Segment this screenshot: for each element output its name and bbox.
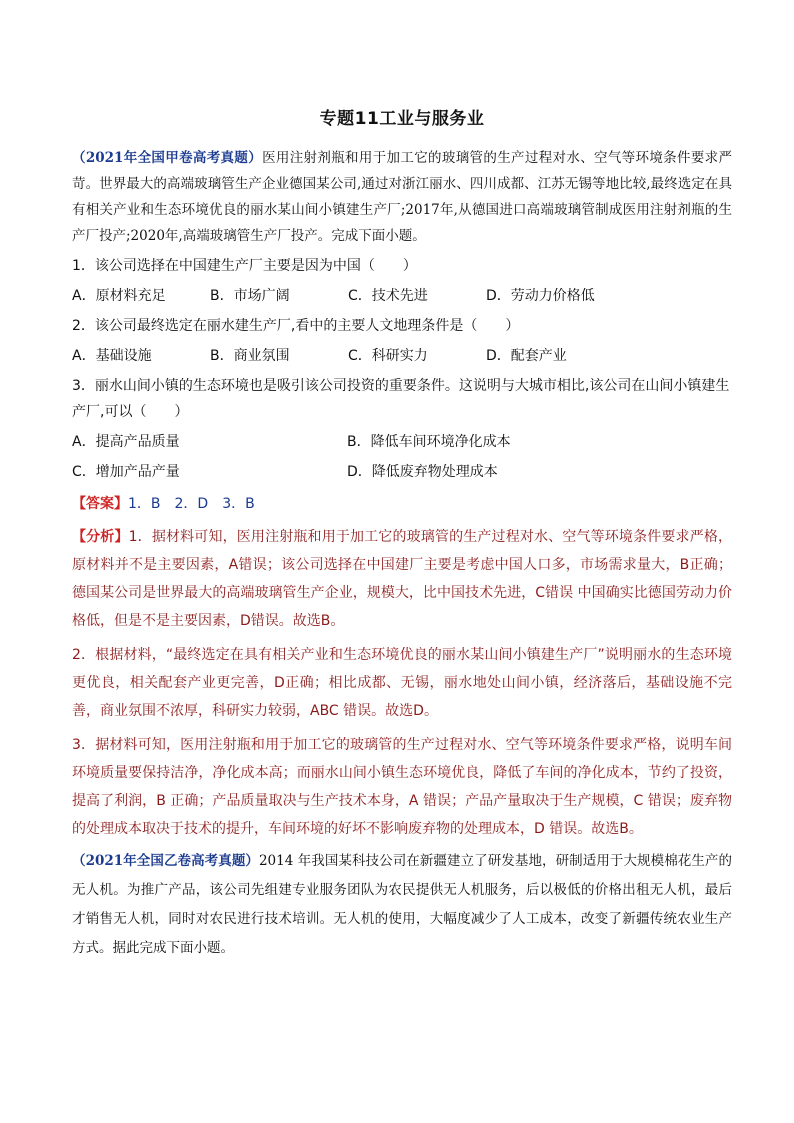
option-d: D．配套产业	[486, 348, 567, 364]
answer-line	[72, 491, 732, 517]
option-c: C．科研实力	[348, 348, 428, 364]
material-text: 2014 年我国某科技公司在新疆建立了研发基地，研制适用于大规模棉花生产的无人机。为推广产品，该公司先组建专业服务团队为农民提供无人机服务，后以极低的价格出租无人机，最后才销售无人机，同时对农民进行技术培训。无人机的使用，大幅度减少了人工成本，改变了新疆传统农业生产方式。据此完成下面小题。	[72, 853, 732, 956]
analysis-paragraph-1	[72, 523, 732, 635]
question-1-options	[72, 283, 732, 309]
material-paragraph-2	[72, 847, 732, 963]
source-label: （2021年全国甲卷高考真题）	[72, 150, 263, 166]
option-c: C．增加产品产量	[72, 464, 180, 480]
question-1: 1．该公司选择在中国建生产厂主要是因为中国（ ）	[72, 258, 417, 274]
option-a: A．提高产品质量	[72, 434, 180, 450]
question-3-options-row-1	[72, 429, 732, 455]
option-b: B．降低车间环境净化成本	[347, 434, 511, 450]
answer-text: 1．B 2．D 3．B	[128, 496, 255, 512]
question-2-options	[72, 343, 732, 369]
page-title: 专题11工业与服务业	[319, 109, 485, 129]
analysis-tag: 【分析】	[72, 529, 129, 545]
answer-tag: 【答案】	[72, 496, 128, 512]
option-a: A．基础设施	[72, 348, 152, 364]
analysis-text-1: 1．据材料可知，医用注射瓶和用于加工它的玻璃管的生产过程对水、空气等环境条件要求严格，原材料并不是主要因素，A错误；该公司选择在中国建厂主要是考虑中国人口多，市场需求量大，B正确；德国某公司是世界最大的高端玻璃管生产企业，规模大，比中国技术先进，C错误 中国确实比德国劳动力价格低，但是不是主要因素，D错误。故选B。	[72, 529, 733, 629]
question-3: 3．丽水山间小镇的生态环境也是吸引该公司投资的重要条件。这说明与大城市相比,该公司在山间小镇建生产厂,可以（ ）	[72, 378, 730, 420]
option-a: A．原材料充足	[72, 288, 166, 304]
source-label: （2021年全国乙卷高考真题）	[72, 853, 259, 869]
analysis-paragraph-3: 3．据材料可知，医用注射瓶和用于加工它的玻璃管的生产过程对水、空气等环境条件要求严格，说明车间环境质量要保持洁净，净化成本高；而丽水山间小镇生态环境优良，降低了车间的净化成本，节约了投资，提高了利润，B 正确；产品质量取决与生产技术本身，A 错误；产品产量取决于生产规模，C 错误；废弃物的处理成本取决于技术的提升，车间环境的好坏不影响废弃物的处理成本，D 错误。故选B。	[72, 737, 732, 837]
analysis-paragraph-2: 2．根据材料，“最终选定在具有相关产业和生态环境优良的丽水某山间小镇建生产厂”说明丽水的生态环境更优良，相关配套产业更完善，D正确；相比成都、无锡，丽水地处山间小镇，经济落后，基础设施不完善，商业氛围不浓厚，科研实力较弱，ABC 错误。故选D。	[72, 647, 732, 719]
question-2: 2．该公司最终选定在丽水建生产厂,看中的主要人文地理条件是（ ）	[72, 318, 520, 334]
option-d: D．降低废弃物处理成本	[347, 464, 498, 480]
option-b: B．商业氛围	[210, 348, 290, 364]
question-3-options-row-2	[72, 459, 732, 485]
material-text: 医用注射剂瓶和用于加工它的玻璃管的生产过程对水、空气等环境条件要求严苛。世界最大的高端玻璃管生产企业德国某公司,通过对浙江丽水、四川成都、江苏无锡等地比较,最终选定在具有相关产业和生态环境优良的丽水某山间小镇建生产厂;2017年,从德国进口高端玻璃管制成医用注射剂瓶的生产厂投产;2020年,高端玻璃管生产厂投产。完成下面小题。	[72, 150, 733, 244]
material-paragraph-1	[72, 145, 732, 249]
option-c: C．技术先进	[348, 288, 428, 304]
document-page	[72, 100, 732, 963]
option-d: D．劳动力价格低	[486, 288, 595, 304]
option-b: B．市场广阔	[210, 288, 290, 304]
